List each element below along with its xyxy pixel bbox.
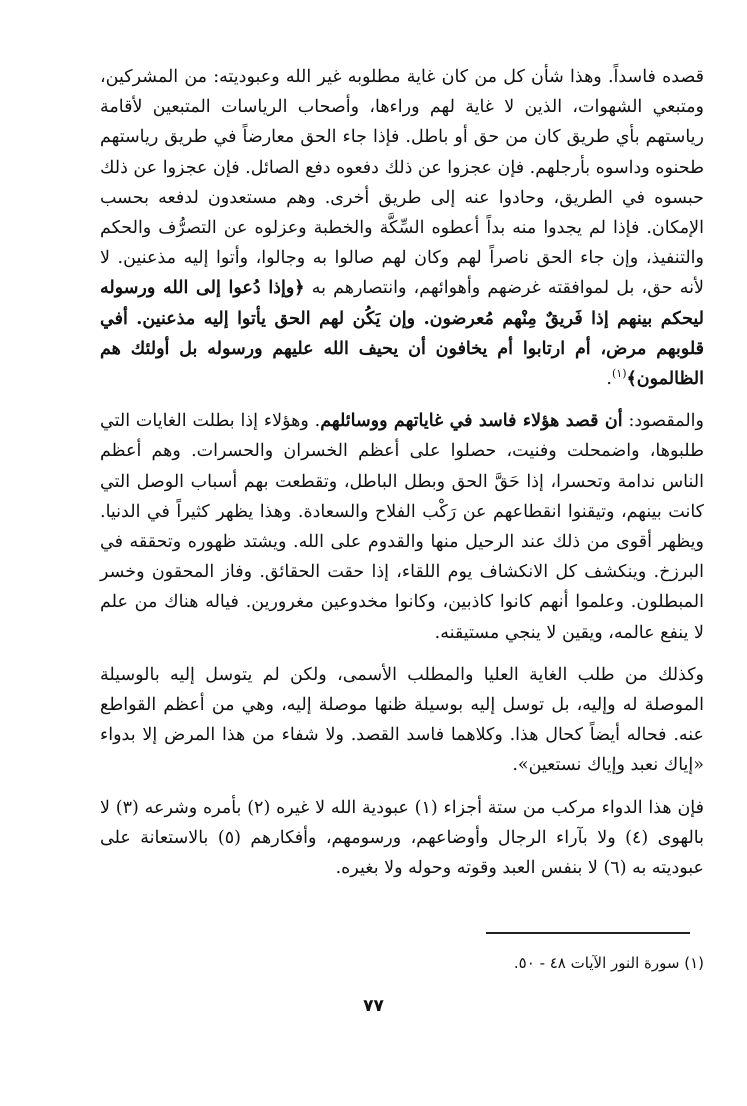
paragraph-4 — [100, 793, 704, 884]
footnote-marker[interactable]: (١) — [612, 367, 627, 381]
paragraph-2 — [100, 406, 704, 648]
footnote: (١) سورة النور الآيات ٤٨ - ٥٠. — [513, 954, 704, 972]
paragraph-4-text: فإن هذا الدواء مركب من ستة أجزاء (١) عبودية الله لا غيره (٢) بأمره وشرعه (٣) لا بالهوى (٤) ولا بآراء الرجال وأوضاعهم، ورسومهم، وأفكارهم (٥) بالاستعانة على عبوديته به (٦) لا بنفس العبد وقوته وحوله ولا بغيره. — [100, 797, 704, 879]
paragraph-1 — [100, 62, 704, 394]
page-body — [100, 62, 704, 895]
footnote-divider — [486, 932, 690, 934]
quran-verse-quote: ﴿وإذا دُعوا إلى الله ورسوله ليحكم بينهم إذا فَريقٌ مِنْهم مُعرضون. وإن يَكُن لهم الحق يأتوا إليه مذعنين. أفي قلوبهم مرض، أم ارتابوا أم يخافون أن يحيف الله عليهم ورسوله بل أولئك هم الظالمون﴾ — [100, 278, 704, 390]
page-number: ٧٧ — [363, 996, 384, 1016]
paragraph-1-text: قصده فاسداً. وهذا شأن كل من كان غاية مطلوبه غير الله وعبوديته: من المشركين، ومتبعي الشهوات، الذين لا غاية لهم وراءها، وأصحاب الرياسات المتبعين لأقامة رياستهم بأي طريق كان من حق أو باطل. فإذا جاء الحق معارضاً في طريق رياستهم طحنوه وداسوه بأرجلهم. فإن عجزوا عن ذلك دفعوه دفع الصائل. فإن عجزوا عن ذلك حبسوه في الطريق، وحادوا عنه إلى طريق أخرى. وهم مستعدون لدفعه بحسب الإمكان. فإذا لم يجدوا منه بداً أعطوه السِّكَّة والخطبة وعزلوه عن التصرُّف والحكم والتنفيذ، وإن جاء الحق ناصراً لهم وكان لهم صالوا به وجالوا، وأتوا إليه مذعنين. لا لأنه حق، بل لموافقته غرضهم وأهوائهم، وانتصارهم به — [99, 67, 704, 299]
paragraph-1-end: . — [606, 369, 612, 390]
paragraph-2-text: . وهؤلاء إذا بطلت الغايات التي طلبوها، واضمحلت وفنيت، حصلوا على أعظم الخسران والحسرات. وهم أعظم الناس ندامة وتحسرا، إذا حَقَّ الحق وبطل الباطل، وتقطعت بهم أسباب الوصل التي كانت بينهم، وتيقنوا انقطاعهم عن رَكْب الفلاح والسعادة. وهذا يظهر كثيراً في الدنيا. ويظهر أقوى من ذلك عند الرحيل منها والقدوم على الله. ويشتد ظهوره وتحققه في البرزخ. وينكشف كل الانكشاف يوم اللقاء، إذا حقت الحقائق. وفاز المحقون وخسر المبطلون. وعلموا أنهم كانوا كاذبين، وكانوا مخدوعين مغرورين. فياله هناك من علم لا ينفع عالمه، ويقين لا ينجي مستيقنه. — [100, 411, 704, 643]
paragraph-3 — [100, 660, 704, 781]
paragraph-3-text: وكذلك من طلب الغاية العليا والمطلب الأسمى، ولكن لم يتوسل إليه بالوسيلة الموصلة له وإليه، بل توسل إليه بوسيلة ظنها موصلة إليه، وهي من أعظم القواطع عنه. فحاله أيضاً كحال هذا. وكلاهما فاسد القصد. ولا شفاء من هذا المرض إلا بدواء «إياك نعبد وإياك نستعين». — [100, 664, 704, 776]
paragraph-2-lead: والمقصود: — [622, 411, 704, 432]
paragraph-2-emphasis: أن قصد هؤلاء فاسد في غاياتهم ووسائلهم — [320, 411, 623, 432]
